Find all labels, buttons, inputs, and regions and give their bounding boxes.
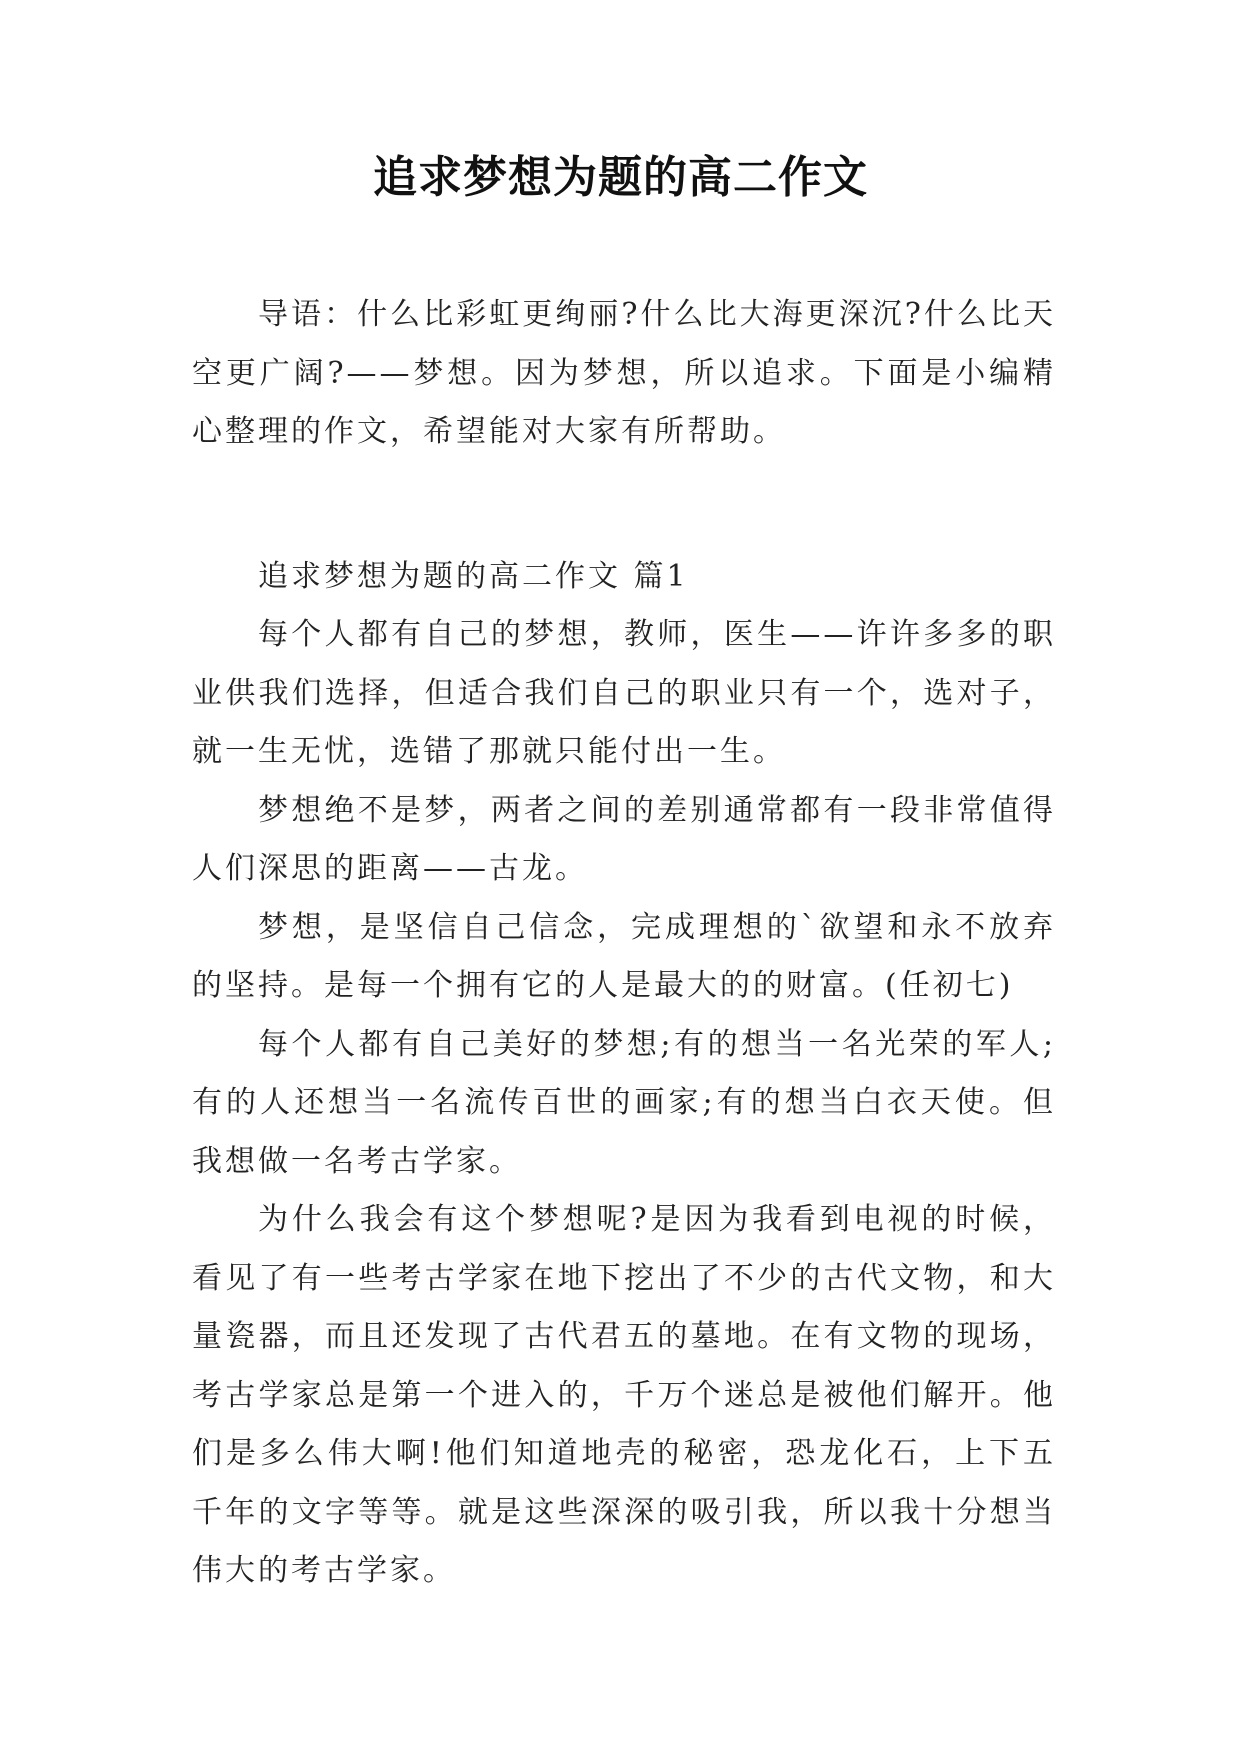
paragraph-spacer — [192, 462, 1056, 548]
section-heading: 追求梦想为题的高二作文 篇1 — [258, 558, 689, 594]
document-body — [192, 286, 1056, 1601]
body-paragraph-2: 梦想绝不是梦，两者之间的差别通常都有一段非常值得人们深思的距离——古龙。 — [192, 792, 1056, 886]
body-paragraph-5: 为什么我会有这个梦想呢?是因为我看到电视的时候，看见了有一些考古学家在地下挖出了不少的古代文物，和大量瓷器，而且还发现了古代君五的墓地。在有文物的现场，考古学家总是第一个进入的，千万个迷总是被他们解开。他们是多么伟大啊!他们知道地壳的秘密，恐龙化石，上下五千年的文字等等。就是这些深深的吸引我，所以我十分想当伟大的考古学家。 — [192, 1202, 1056, 1588]
intro-paragraph: 导语：什么比彩虹更绚丽?什么比大海更深沉?什么比天空更广阔?——梦想。因为梦想，所以追求。下面是小编精心整理的作文，希望能对大家有所帮助。 — [192, 297, 1056, 449]
body-paragraph-1: 每个人都有自己的梦想，教师，医生——许许多多的职业供我们选择，但适合我们自己的职业只有一个，选对子，就一生无忧，选错了那就只能付出一生。 — [192, 617, 1056, 769]
body-paragraph-4: 每个人都有自己美好的梦想;有的想当一名光荣的军人;有的人还想当一名流传百世的画家;有的想当白衣天使。但我想做一名考古学家。 — [192, 1026, 1056, 1179]
document-title: 追求梦想为题的高二作文 — [373, 152, 868, 203]
body-paragraph-3: 梦想，是坚信自己信念，完成理想的`欲望和永不放弃的坚持。是每一个拥有它的人是最大的的财富。(任初七) — [192, 909, 1056, 1003]
